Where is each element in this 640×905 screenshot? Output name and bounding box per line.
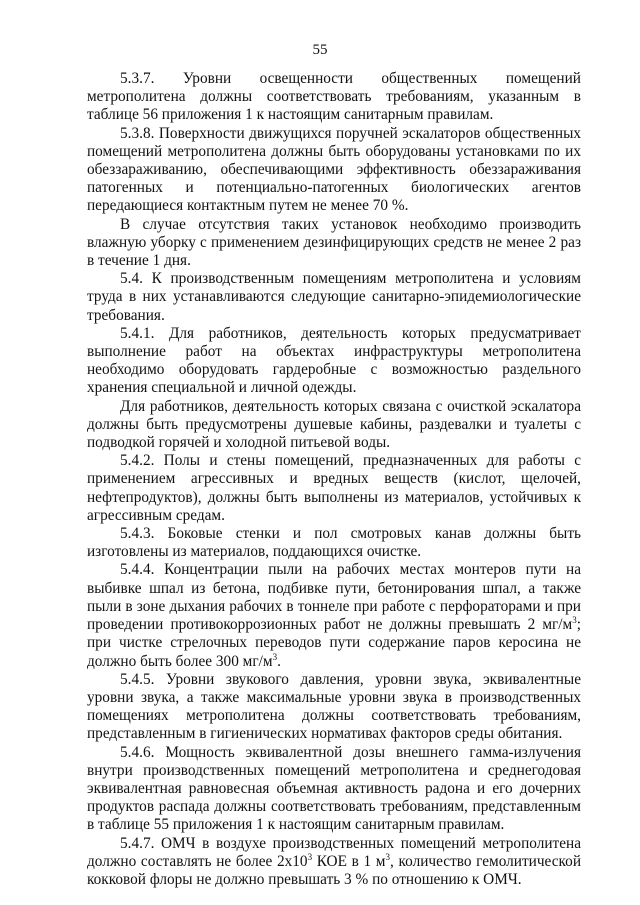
paragraph-5-4-7-part-a: 5.4.7. ОМЧ в воздухе производственных помещений метрополитена должно составлять не более 2х10 — [87, 834, 581, 870]
paragraph-5-4-2: 5.4.2. Полы и стены помещений, предназначенных для работы с применением агрессивных и вредных веществ (кислот, щелочей, нефтепродуктов), должны быть выполнены из материалов, устойчивых к агрессивным средам. — [87, 452, 581, 524]
paragraph-5-4-7 — [87, 835, 581, 890]
paragraph-5-4-6: 5.4.6. Мощность эквивалентной дозы внешнего гамма-излучения внутри производственных помещений метрополитена и среднегодовая эквивалентная равновесная объемная активность радона и его дочерних продуктов распада должны соответствовать требованиям, представленным в таблице 55 приложения 1 к настоящим санитарным правилам. — [87, 743, 581, 834]
superscript: 3 — [272, 651, 278, 662]
superscript: 3 — [385, 851, 390, 862]
paragraph-5-4-4-part-c: . — [277, 652, 281, 670]
paragraph-5-4-7-part-c: , количество гемолитической кокковой флоры не должно превышать 3 % по отношению к ОМЧ. — [87, 852, 582, 888]
superscript: 3 — [572, 615, 577, 626]
paragraph-5-3-7: 5.3.7. Уровни освещенности общественных помещений метрополитена должны соответствовать требованиям, указанным в таблице 56 приложения 1 к настоящим санитарным правилам. — [87, 70, 581, 124]
paragraph-5-4-4-part-b: ; при чистке стрелочных переводов пути содержание паров керосина не должно быть более 300 мг/м — [87, 616, 581, 670]
document-body — [87, 70, 581, 889]
paragraph-escalator-workers: Для работников, деятельность которых связана с очисткой эскалатора должны быть предусмотрены душевые кабины, раздевалки и туалеты с подводкой горячей и холодной питьевой воды. — [87, 397, 581, 452]
paragraph-5-3-8: 5.3.8. Поверхности движущихся поручней эскалаторов общественных помещений метрополитена должны быть оборудованы установками по их обеззараживанию, обеспечивающими эффективность обеззараживания патогенных и потенциально-патогенных биологических агентов передающиеся контактным путем не менее 70 %. — [87, 124, 581, 215]
paragraph-5-4-4-part-a: 5.4.4. Концентрации пыли на рабочих местах монтеров пути на выбивке шпал из бетона, подбивке пути, бетонирования шпал, а также пыли в зоне дыхания рабочих в тоннеле при работе с перфораторами и при проведении противокоррозионных работ не должны превышать 2 мг/м — [87, 561, 581, 634]
paragraph-disinfection-note: В случае отсутствия таких установок необходимо производить влажную уборку с применением дезинфицирующих средств не менее 2 раз в течение 1 дня. — [87, 215, 581, 270]
paragraph-5-4-5: 5.4.5. Уровни звукового давления, уровни звука, эквивалентные уровни звука, а также максимальные уровни звука в производственных помещениях метрополитена должны соответствовать требованиям, представленным в гигиенических нормативах факторов среды обитания. — [87, 670, 581, 743]
paragraph-5-4-4 — [87, 561, 581, 670]
superscript: 3 — [307, 851, 313, 862]
paragraph-5-4: 5.4. К производственным помещениям метрополитена и условиям труда в них устанавливаются следующие санитарно-эпидемиологические требования. — [87, 270, 581, 324]
paragraph-5-4-3: 5.4.3. Боковые стенки и пол смотровых канав должны быть изготовлены из материалов, поддающихся очистке. — [87, 525, 581, 561]
page-number: 55 — [312, 42, 328, 58]
paragraph-5-4-1: 5.4.1. Для работников, деятельность которых предусматривает выполнение работ на объектах инфраструктуры метрополитена необходимо оборудовать гардеробные с возможностью раздельного хранения специальной и личной одежды. — [87, 324, 581, 397]
paragraph-5-4-7-part-b: КОЕ в 1 м — [312, 852, 386, 870]
